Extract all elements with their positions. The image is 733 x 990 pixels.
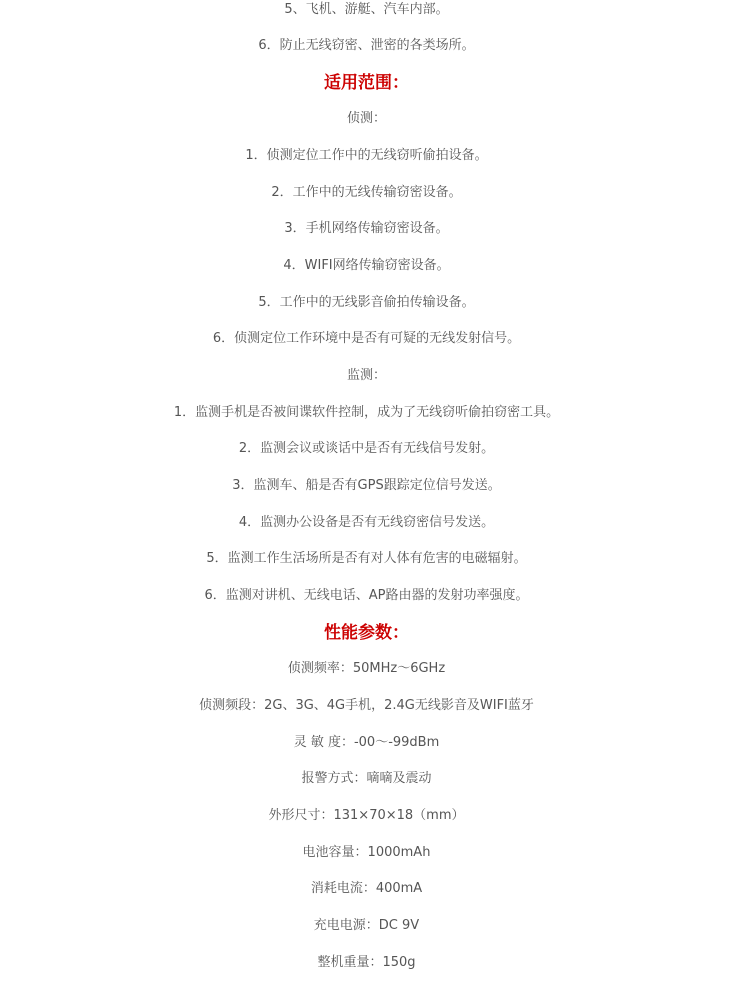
spec-item: 整机重量：150g <box>317 955 416 970</box>
spec-item: 侦测频率：50MHz～6GHz <box>287 661 446 676</box>
monitor-item: 1．监测手机是否被间谍软件控制，成为了无线窃听偷拍窃密工具。 <box>173 405 560 420</box>
place-item: 6．防止无线窃密、泄密的各类场所。 <box>258 38 475 53</box>
spec-item: 侦测频段：2G、3G、4G手机，2.4G无线影音及WIFI蓝牙 <box>199 698 534 713</box>
detect-item: 2．工作中的无线传输窃密设备。 <box>271 185 462 200</box>
spec-item: 充电电源：DC 9V <box>313 918 420 933</box>
spec-item: 电池容量：1000mAh <box>302 845 431 860</box>
spec-item: 灵 敏 度：-00～-99dBm <box>293 735 440 750</box>
place-item: 5、飞机、游艇、汽车内部。 <box>284 2 449 17</box>
specs-heading: 性能参数： <box>324 623 409 643</box>
spec-item: 外形尺寸：131×70×18（mm） <box>268 808 465 823</box>
detect-item: 1．侦测定位工作中的无线窃听偷拍设备。 <box>245 148 488 163</box>
detect-item: 6．侦测定位工作环境中是否有可疑的无线发射信号。 <box>212 331 521 346</box>
monitor-item: 2．监测会议或谈话中是否有无线信号发射。 <box>238 441 495 456</box>
monitor-title: 监测： <box>346 368 386 383</box>
monitor-item: 6．监测对讲机、无线电话、AP路由器的发射功率强度。 <box>204 588 529 603</box>
monitor-item: 4．监测办公设备是否有无线窃密信号发送。 <box>238 515 495 530</box>
scope-heading: 适用范围： <box>324 73 409 93</box>
detect-item: 4．WIFI网络传输窃密设备。 <box>283 258 450 273</box>
monitor-item: 3．监测车、船是否有GPS跟踪定位信号发送。 <box>232 478 501 493</box>
detect-item: 5．工作中的无线影音偷拍传输设备。 <box>258 295 475 310</box>
detect-item: 3．手机网络传输窃密设备。 <box>284 221 449 236</box>
monitor-item: 5．监测工作生活场所是否有对人体有危害的电磁辐射。 <box>206 551 527 566</box>
spec-item: 消耗电流：400mA <box>310 881 423 896</box>
spec-item: 报警方式：嘀嘀及震动 <box>301 771 432 786</box>
detect-title: 侦测： <box>346 111 386 126</box>
